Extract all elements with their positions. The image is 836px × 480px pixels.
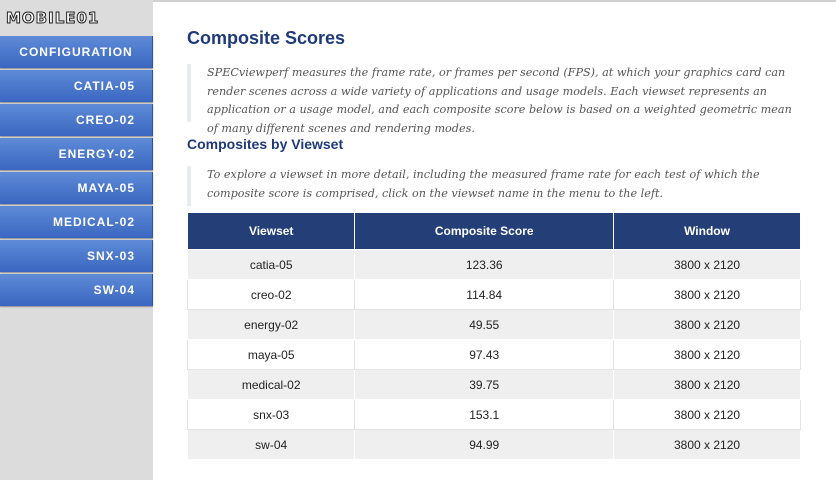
- cell-viewset: catia-05: [188, 250, 355, 280]
- cell-viewset: maya-05: [188, 340, 355, 370]
- cell-window: 3800 x 2120: [614, 310, 801, 340]
- cell-score: 94.99: [355, 430, 614, 460]
- intro-blockquote: SPECviewperf measures the frame rate, or frames per second (FPS), at which your graphics card can render scenes across a wide variety of applications and usage models. Each viewset represents an application or a usage model, and each composite score below is based on a weighted geometric mean of many different scenes and rendering modes.: [187, 64, 801, 122]
- table-row: [188, 280, 801, 310]
- sidebar-item-creo-02[interactable]: CREO-02: [0, 104, 153, 136]
- cell-window: 3800 x 2120: [614, 430, 801, 460]
- sidebar-item-catia-05[interactable]: CATIA-05: [0, 70, 153, 102]
- cell-score: 114.84: [355, 280, 614, 310]
- cell-window: 3800 x 2120: [614, 370, 801, 400]
- logo-text: MOBILE01: [6, 9, 100, 27]
- header-composite-score: Composite Score: [355, 213, 614, 250]
- sidebar: [0, 0, 153, 480]
- sidebar-nav: [0, 36, 153, 308]
- header-viewset: Viewset: [188, 213, 355, 250]
- cell-score: 39.75: [355, 370, 614, 400]
- table-row: [188, 250, 801, 280]
- table-row: [188, 340, 801, 370]
- cell-window: 3800 x 2120: [614, 250, 801, 280]
- cell-score: 49.55: [355, 310, 614, 340]
- page-title: Composite Scores: [187, 28, 346, 48]
- sidebar-item-snx-03[interactable]: SNX-03: [0, 240, 153, 272]
- sidebar-item-energy-02[interactable]: ENERGY-02: [0, 138, 153, 170]
- cell-window: 3800 x 2120: [614, 400, 801, 430]
- sidebar-item-medical-02[interactable]: MEDICAL-02: [0, 206, 153, 238]
- cell-viewset: snx-03: [188, 400, 355, 430]
- cell-window: 3800 x 2120: [614, 340, 801, 370]
- cell-score: 123.36: [355, 250, 614, 280]
- cell-score: 97.43: [355, 340, 614, 370]
- table-row: [188, 370, 801, 400]
- table-header-row: [188, 213, 801, 250]
- cell-viewset: medical-02: [188, 370, 355, 400]
- cell-score: 153.1: [355, 400, 614, 430]
- cell-window: 3800 x 2120: [614, 280, 801, 310]
- explore-blockquote: To explore a viewset in more detail, including the measured frame rate for each test of which the composite score is comprised, click on the viewset name in the menu to the left.: [187, 166, 801, 206]
- logo[interactable]: [6, 4, 99, 32]
- cell-viewset: creo-02: [188, 280, 355, 310]
- table-row: [188, 400, 801, 430]
- table-row: [188, 310, 801, 340]
- cell-viewset: energy-02: [188, 310, 355, 340]
- cell-viewset: sw-04: [188, 430, 355, 460]
- sidebar-item-configuration[interactable]: CONFIGURATION: [0, 36, 153, 68]
- composite-scores-table: [187, 212, 801, 460]
- header-window: Window: [614, 213, 801, 250]
- section-title: Composites by Viewset: [187, 136, 344, 152]
- sidebar-item-sw-04[interactable]: SW-04: [0, 274, 153, 306]
- table-row: [188, 430, 801, 460]
- sidebar-item-maya-05[interactable]: MAYA-05: [0, 172, 153, 204]
